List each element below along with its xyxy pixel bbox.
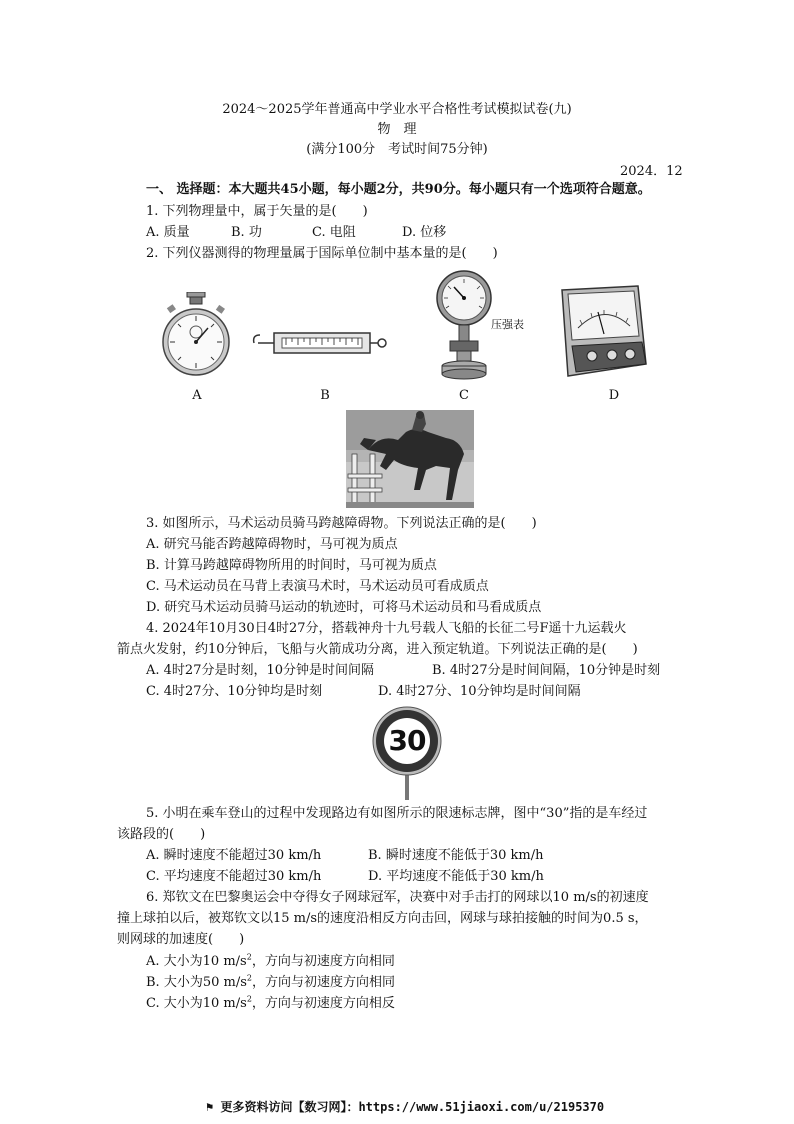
q5-option-d: D. 平均速度不能低于30 km/h [368,869,544,884]
q6-option-b: B. 大小为50 $m/s^2$，方向与初速度方向相同 [146,973,395,990]
q4-option-a: A. 4时27分是时刻，10分钟是时间间隔 [146,663,375,678]
q5-option-b: B. 瞬时速度不能低于30 km/h [368,848,544,863]
q3-option-d: D. 研究马术运动员骑马运动的轨迹时，可将马术运动员和马看成质点 [146,600,542,615]
q4-option-b: B. 4时27分是时间间隔，10分钟是时刻 [432,663,661,678]
q6-option-a: A. 大小为10 $m/s^2$，方向与初速度方向相同 [146,952,395,969]
q3-stem: 3. 如图所示，马术运动员骑马跨越障碍物。下列说法正确的是( ) [146,516,537,531]
q6-stem-line2: 撞上球拍以后，被郑钦文以15 m/s的速度沿相反方向击回，网球与球拍接触的时间为0.5 s， [117,911,648,926]
gauge-caption: 压强表 [491,318,524,331]
q3-option-c: C. 马术运动员在马背上表演马术时，马术运动员可看成质点 [146,579,489,594]
q5-option-c: C. 平均速度不能超过30 km/h [146,869,322,884]
speed-limit-sign [370,706,444,800]
q4-stem-line1: 4. 2024年10月30日4时27分，搭载神舟十九号载人飞船的长征二号F遥十九运载火 [146,621,627,636]
footer-link[interactable] [206,1098,604,1115]
q4-option-d: D. 4时27分、10分钟均是时间间隔 [378,684,581,699]
exam-title: 2024～2025学年普通高中学业水平合格性考试模拟试卷(九) [222,102,572,117]
q2-label-a: A [192,388,202,403]
q3-option-b: B. 计算马跨越障碍物所用的时间时，马可视为质点 [146,558,437,573]
speed-limit-value: 30 [388,724,426,757]
q5-stem-line1: 5. 小明在乘车登山的过程中发现路边有如图所示的限速标志牌，图中“30”指的是车经过 [146,806,648,821]
q1-option-d: D. 位移 [402,225,447,240]
subject-title: 物 理 [377,122,417,137]
q2-stem: 2. 下列仪器测得的物理量属于国际单位制中基本量的是( ) [146,246,498,261]
ammeter-figure [556,284,654,382]
horse-jumping-photo [346,410,474,508]
q1-option-b: B. 功 [231,225,262,240]
q6-stem-line3: 则网球的加速度( ) [117,932,245,947]
q6-stem-line1: 6. 郑钦文在巴黎奥运会中夺得女子网球冠军，决赛中对手击打的网球以10 m/s的初速度 [146,890,649,905]
q2-label-c: C [459,388,469,403]
q4-option-c: C. 4时27分、10分钟均是时刻 [146,684,323,699]
exam-date: 2024．12 [620,164,683,179]
flag-icon: ⚑ [206,1100,221,1114]
footer-text: 更多资料访问【数习网】：https://www.51jiaoxi.com/u/2195370 [220,1100,605,1114]
exam-meta: (满分100分 考试时间75分钟) [306,142,488,157]
q4-stem-line2: 箭点火发射，约10分钟后，飞船与火箭成功分离，进入预定轨道。下列说法正确的是( ) [117,642,638,657]
q2-label-b: B [320,388,330,403]
section-heading: 一、 选择题：本大题共45小题，每小题2分，共90分。每小题只有一个选项符合题意。 [146,182,651,197]
q5-option-a: A. 瞬时速度不能超过30 km/h [146,848,322,863]
q6-option-c: C. 大小为10 $m/s^2$，方向与初速度方向相反 [146,994,395,1011]
spring-scale-figure [252,328,388,358]
q3-option-a: A. 研究马能否跨越障碍物时，马可视为质点 [146,537,398,552]
q5-stem-line2: 该路段的( ) [117,827,206,842]
q1-option-a: A. 质量 [146,225,190,240]
q1-option-c: C. 电阻 [312,225,356,240]
stopwatch-figure [160,292,232,380]
q1-stem: 1. 下列物理量中，属于矢量的是( ) [146,204,368,219]
q2-label-d: D [608,388,620,403]
